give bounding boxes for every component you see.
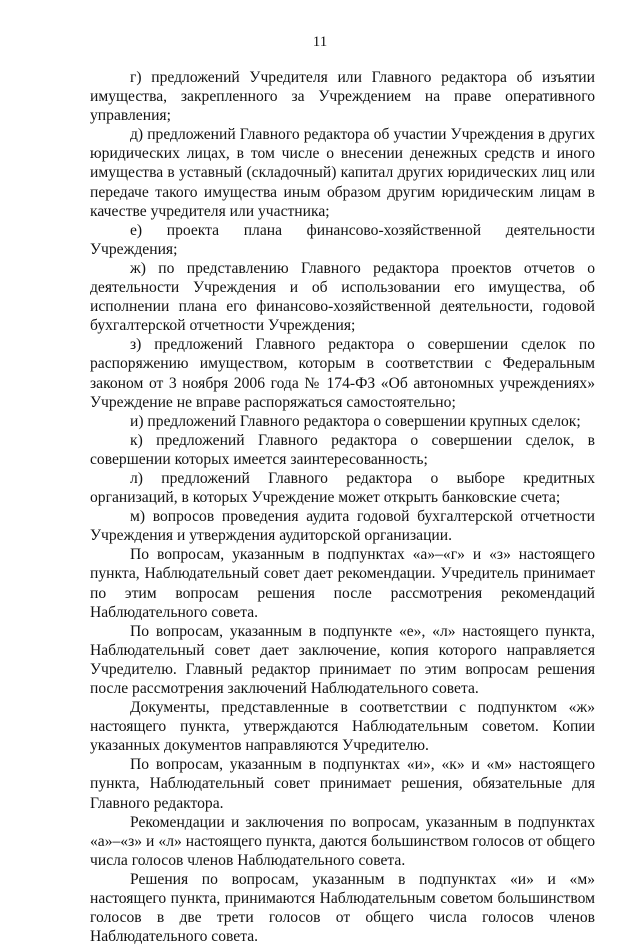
document-body bbox=[90, 68, 595, 946]
paragraph-subitem-g: г) предложений Учредителя или Главного редактора об изъятии имущества, закрепленного за Учреждением на праве оперативного управления; bbox=[90, 69, 595, 125]
paragraph-conclusions: По вопросам, указанным в подпункте «е», «л» настоящего пункта, Наблюдательный совет дает заключение, копия которого направляется Учредителю. Главный редактор принимает по этим вопросам решения после рассмотрения заключений Наблюдательного совета. bbox=[90, 622, 595, 697]
paragraph-subitem-l: л) предложений Главного редактора о выборе кредитных организаций, в которых Учреждение может открыть банковские счета; bbox=[90, 469, 595, 507]
paragraph-subitem-zh: ж) по представлению Главного редактора проектов отчетов о деятельности Учреждения и об использовании его имущества, об исполнении плана его финансово-хозяйственной деятельности, годовой бухгалтерской отчетности Учреждения; bbox=[90, 259, 595, 335]
paragraph-majority-votes: Рекомендации и заключения по вопросам, указанным в подпунктах «а»–«з» и «л» настоящего пункта, даются большинством голосов от общего числа голосов членов Наблюдательного совета. bbox=[90, 813, 595, 869]
paragraph-documents: Документы, представленные в соответствии с подпунктом «ж» настоящего пункта, утверждаются Наблюдательным советом. Копии указанных документов направляются Учредителю. bbox=[90, 699, 595, 755]
paragraph-recommendations: По вопросам, указанным в подпунктах «а»–«г» и «з» настоящего пункта, Наблюдательный совет дает рекомендации. Учредитель принимает по этим вопросам решения после рассмотрения рекомендаций Наблюдательного совета. bbox=[90, 546, 595, 621]
page-number: 11 bbox=[312, 34, 328, 50]
paragraph-subitem-k: к) предложений Главного редактора о совершении сделок, в совершении которых имеется заинтересованность; bbox=[90, 431, 595, 468]
paragraph-subitem-z: з) предложений Главного редактора о совершении сделок по распоряжению имуществом, которым в соответствии с Федеральным законом от 3 ноября 2006 года № 174-ФЗ «Об автономных учреждениях» Учреждение не вправе распоряжаться самостоятельно; bbox=[90, 336, 595, 411]
paragraph-subitem-e: е) проекта плана финансово-хозяйственной деятельности Учреждения; bbox=[90, 221, 595, 258]
paragraph-two-thirds-votes: Решения по вопросам, указанным в подпунктах «и» и «м» настоящего пункта, принимаются Наблюдательным советом большинством голосов в две трети голосов от общего числа голосов членов Наблюдательного совета. bbox=[90, 870, 595, 946]
paragraph-binding-decisions: По вопросам, указанным в подпунктах «и», «к» и «м» настоящего пункта, Наблюдательный совет принимает решения, обязательные для Главного редактора. bbox=[90, 756, 595, 812]
paragraph-subitem-d: д) предложений Главного редактора об участии Учреждения в других юридических лицах, в том числе о внесении денежных средств и иного имущества в уставный (складочный) капитал других юридических лиц или передаче такого имущества иным образом другим юридическим лицам в качестве учредителя или участника; bbox=[90, 126, 595, 220]
paragraph-subitem-m: м) вопросов проведения аудита годовой бухгалтерской отчетности Учреждения и утверждения аудиторской организации. bbox=[90, 508, 595, 545]
paragraph-subitem-i: и) предложений Главного редактора о совершении крупных сделок; bbox=[130, 412, 581, 430]
